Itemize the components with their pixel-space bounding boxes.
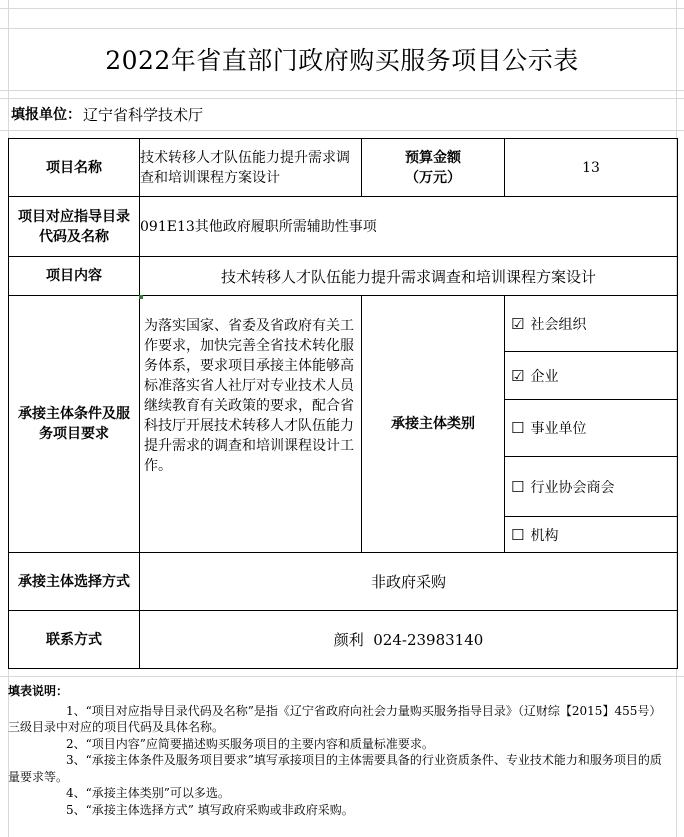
checkbox-unchecked-icon[interactable]: ☐ (511, 419, 525, 437)
instruction-item: 5、“承接主体选择方式” 填写政府采购或非政府采购。 (66, 802, 354, 817)
entity-type-option[interactable] (505, 296, 678, 352)
entity-type-option[interactable] (505, 457, 678, 517)
gridline (0, 90, 684, 91)
entity-type-option-label: 企业 (530, 368, 559, 385)
entity-type-option[interactable] (505, 352, 678, 400)
entity-type-option-label: 社会组织 (530, 316, 587, 333)
checkbox-unchecked-icon[interactable]: ☐ (511, 525, 525, 544)
project-name-value[interactable]: 技术转移人才队伍能力提升需求调查和培训课程方案设计 (140, 139, 362, 197)
entity-type-option-label: 机构 (530, 527, 559, 544)
filing-unit-value: 辽宁省科学技术厅 (83, 105, 204, 124)
checkbox-checked-icon[interactable]: ☑ (511, 366, 525, 385)
table-row (9, 611, 678, 669)
entity-type-option-label: 事业单位 (530, 421, 587, 437)
content-value[interactable]: 技术转移人才队伍能力提升需求调查和培训课程方案设计 (140, 257, 678, 296)
entity-type-option[interactable] (505, 400, 678, 457)
entity-type-option[interactable] (505, 517, 678, 553)
contact-label[interactable]: 联系方式 (9, 611, 140, 669)
requirements-label[interactable]: 承接主体条件及服务项目要求 (9, 296, 140, 553)
gridline (0, 8, 684, 9)
entity-type-label[interactable]: 承接主体类别 (362, 296, 505, 553)
filing-unit-row (8, 98, 676, 130)
fill-instructions (8, 683, 672, 818)
requirements-value[interactable]: 为落实国家、省委及省政府有关工作要求，加快完善全省技术转化服务体系，要求项目承接主体能够高标准落实省人社厅对专业技术人员继续教育有关政策的要求，配合省科技厅开展技术转移人才队伍能力提升需求的调查和培训课程设计工作。 (140, 296, 362, 553)
gridline (0, 676, 684, 677)
selection-method-label[interactable]: 承接主体选择方式 (9, 553, 140, 611)
project-name-label[interactable]: 项目名称 (9, 139, 140, 197)
gridline (0, 130, 684, 131)
checkbox-unchecked-icon[interactable]: ☐ (511, 477, 525, 496)
instruction-item: 1、“项目对应指导目录代码及名称”是指《辽宁省政府向社会力量购买服务指导目录》（辽财综【2015】455号）三级目录中对应的项目代码及具体名称。 (8, 703, 662, 734)
filing-unit-label: 填报单位： (11, 107, 81, 123)
catalog-value[interactable]: 091E13其他政府履职所需辅助性事项 (140, 197, 678, 257)
checkbox-checked-icon[interactable]: ☑ (511, 314, 525, 333)
fill-instructions-title: 填表说明： (8, 684, 69, 698)
disclosure-table (8, 138, 678, 669)
instruction-item: 2、“项目内容”应简要描述购买服务项目的主要内容和质量标准要求。 (66, 736, 434, 751)
content-label[interactable]: 项目内容 (9, 257, 140, 296)
cell-comment-indicator (139, 295, 143, 299)
instruction-item: 3、“承接主体条件及服务项目要求”填写承接项目的主体需要具备的行业资质条件、专业技术能力和服务项目的质量要求等。 (8, 753, 662, 784)
entity-type-option-label: 行业协会商会 (530, 479, 615, 496)
budget-label[interactable]: 预算金额 （万元） (362, 139, 505, 197)
selection-method-value[interactable]: 非政府采购 (140, 553, 678, 611)
budget-value[interactable]: 13 (505, 139, 678, 197)
table-row (9, 139, 678, 197)
catalog-label[interactable]: 项目对应指导目录代码及名称 (9, 197, 140, 257)
table-row (9, 257, 678, 296)
table-row (9, 553, 678, 611)
table-row (9, 197, 678, 257)
table-row (9, 296, 678, 352)
contact-value[interactable]: 颜利 024-23983140 (140, 611, 678, 669)
page-title: 2022年省直部门政府购买服务项目公示表 (105, 46, 579, 75)
instruction-item: 4、“承接主体类别”可以多选。 (66, 786, 230, 800)
